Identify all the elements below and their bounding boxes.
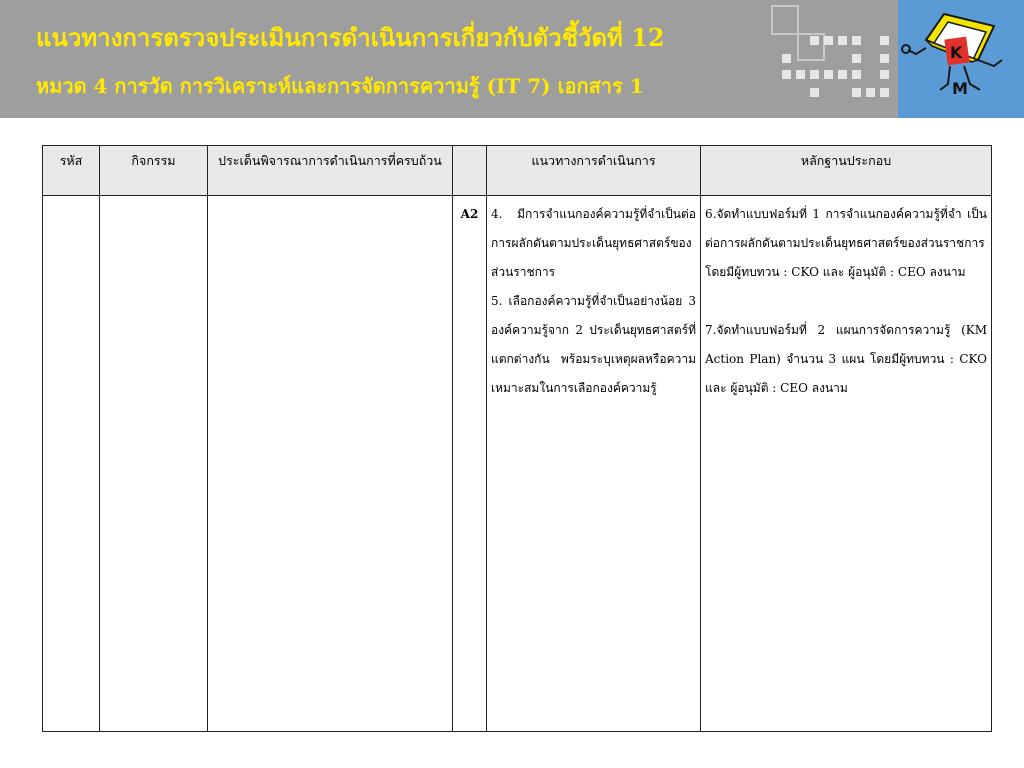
evaluation-table (42, 145, 992, 732)
guideline-paragraph-5: 5. เลือกองค์ความรู้ที่จำเป็นอย่างน้อย 3 องค์ความรู้จาก 2 ประเด็นยุทธศาสตร์ที่แตกต่างกัน พร้อมระบุเหตุผลหรือความเหมาะสมในการเลือกองค์ความรู้ (491, 294, 696, 395)
header-consideration: ประเด็นพิจารณาการดำเนินการที่ครบถ้วน (208, 146, 453, 196)
header-activity: กิจกรรม (100, 146, 208, 196)
table-row (43, 196, 992, 732)
header-guideline: แนวทางการดำเนินการ (487, 146, 701, 196)
logo-letter-m: M (952, 79, 968, 98)
guideline-paragraph-4: 4. มีการจำแนกองค์ความรู้ที่จำเป็นต่อการผลักดันตามประเด็นยุทธศาสตร์ของส่วนราชการ (491, 207, 696, 279)
evidence-paragraph-7: 7.จัดทำแบบฟอร์มที่ 2 แผนการจัดการความรู้ (KM Action Plan) จำนวน 3 แผน โดยมีผู้ทบทวน : CKO และ ผู้อนุมัติ : CEO ลงนาม (705, 323, 987, 395)
book-icon (898, 0, 1024, 118)
evidence-paragraph-6: 6.จัดทำแบบฟอร์มที่ 1 การจำแนกองค์ความรู้ที่จำ เป็นต่อการผลักดันตามประเด็นยุทธศาสตร์ของส่วนราชการ โดยมีผู้ทบทวน : CKO และ ผู้อนุมัติ : CEO ลงนาม (705, 207, 987, 279)
cell-evidence (701, 196, 992, 732)
header-code: รหัส (43, 146, 100, 196)
page-title: แนวทางการตรวจประเมินการดำเนินการเกี่ยวกับตัวชี้วัดที่ 12 (36, 23, 665, 52)
km-logo (898, 0, 1024, 118)
table-header-row (43, 146, 992, 196)
header-evidence: หลักฐานประกอบ (701, 146, 992, 196)
cell-item-code: A2 (453, 196, 487, 732)
logo-letter-k: K (950, 43, 963, 62)
cell-consideration (208, 196, 453, 732)
header-bar (0, 0, 1024, 118)
cell-code (43, 196, 100, 732)
paragraph-spacer (705, 287, 987, 316)
evaluation-table-container (42, 145, 992, 732)
decorative-squares-pattern (770, 0, 900, 118)
page-subtitle: หมวด 4 การวัด การวิเคราะห์และการจัดการความรู้ (IT 7) เอกสาร 1 (36, 74, 644, 98)
cell-guideline (487, 196, 701, 732)
cell-activity (100, 196, 208, 732)
header-item-code (453, 146, 487, 196)
